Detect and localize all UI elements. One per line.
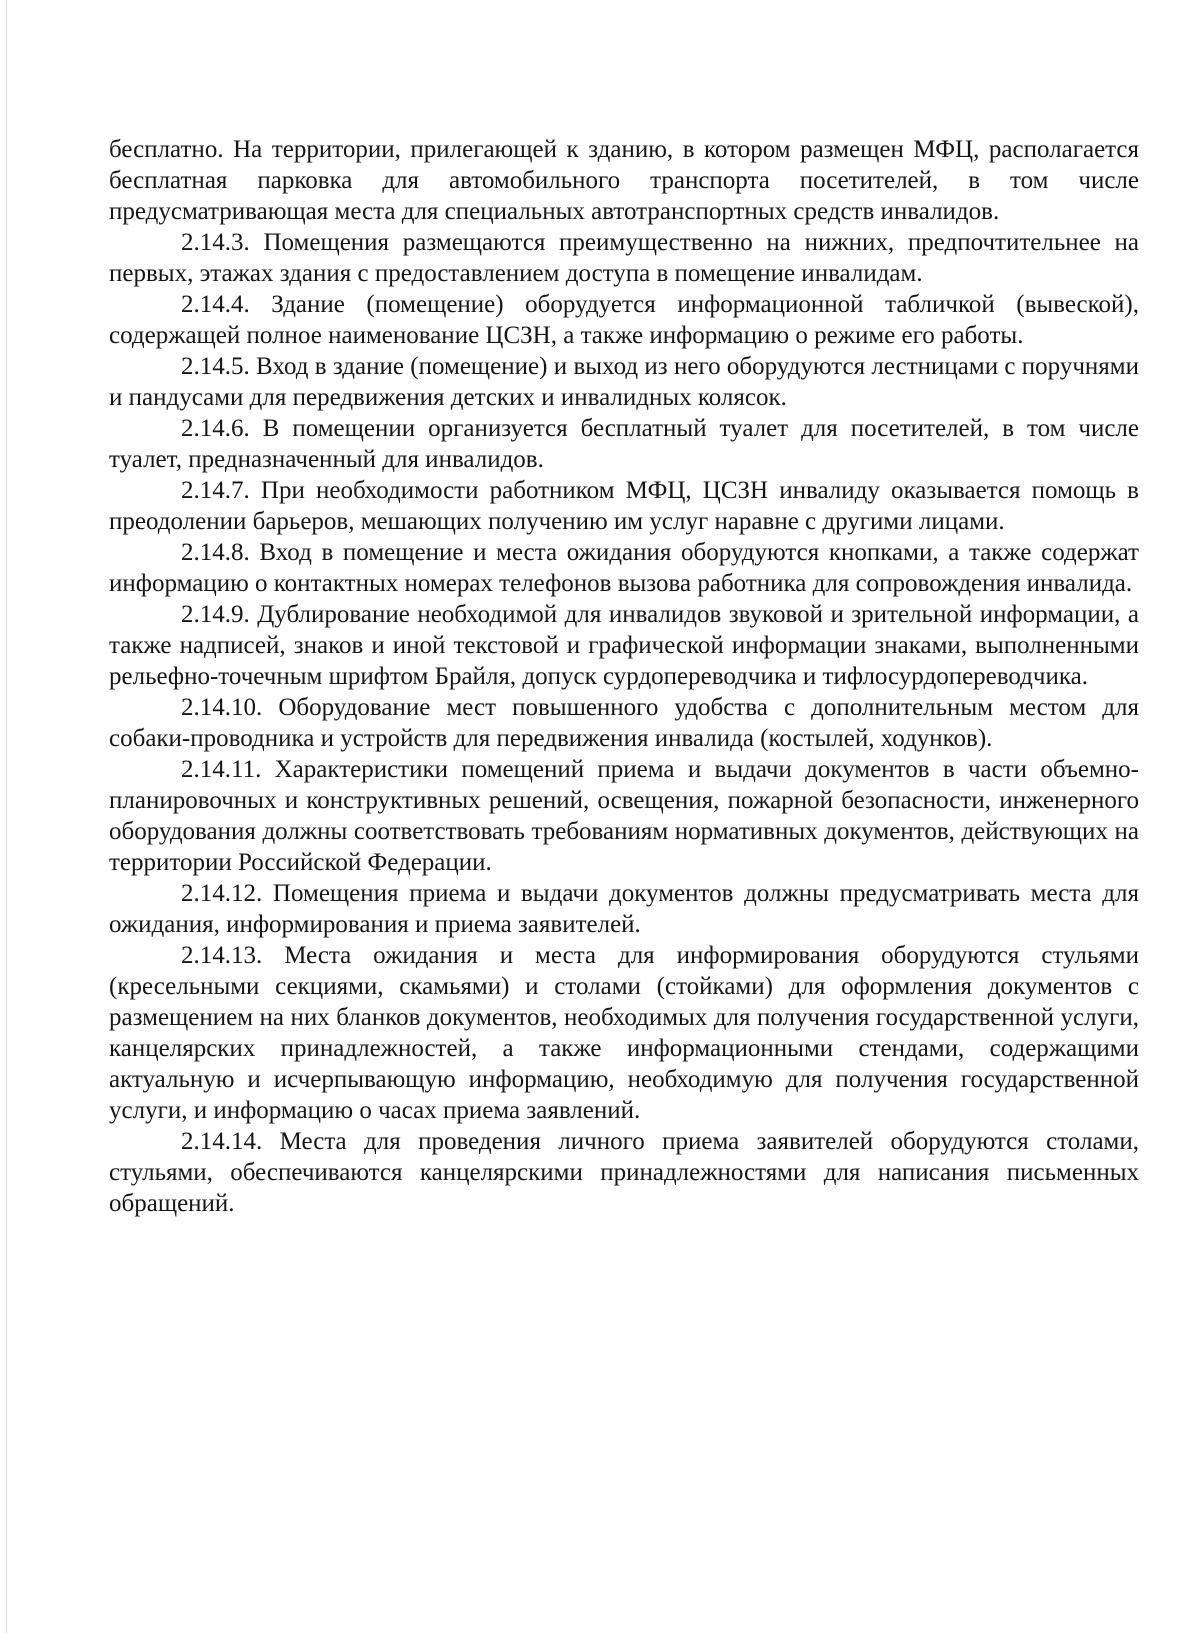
clause-2-14-14: 2.14.14. Места для проведения личного приема заявителей оборудуются столами, стульями, обеспечиваются канцелярскими принадлежностями для написания письменных обращений. [109,1128,1139,1217]
clause-2-14-5: 2.14.5. Вход в здание (помещение) и выход из него оборудуются лестницами с поручнями и пандусами для передвижения детских и инвалидных колясок. [109,353,1139,411]
clause-2-14-13: 2.14.13. Места ожидания и места для информирования оборудуются стульями (кресельными секциями, скамьями) и столами (стойками) для оформления документов с размещением на них бланков документов, необходимых для получения государственной услуги, канцелярских принадлежностей, а также информационными стендами, содержащими актуальную и исчерпывающую информацию, необходимую для получения государственной услуги, и информацию о часах приема заявлений. [109,942,1139,1124]
clause-2-14-10: 2.14.10. Оборудование мест повышенного удобства с дополнительным местом для собаки-проводника и устройств для передвижения инвалида (костылей, ходунков). [109,694,1139,752]
clause-2-14-3: 2.14.3. Помещения размещаются преимущественно на нижних, предпочтительнее на первых, этажах здания с предоставлением доступа в помещение инвалидам. [109,229,1139,287]
document-page [109,134,1139,1219]
clause-2-14-9: 2.14.9. Дублирование необходимой для инвалидов звуковой и зрительной информации, а также надписей, знаков и иной текстовой и графической информации знаками, выполненными рельефно-точечным шрифтом Брайля, допуск сурдопереводчика и тифлосурдопереводчика. [109,601,1139,690]
clause-2-14-11: 2.14.11. Характеристики помещений приема и выдачи документов в части объемно-планировочных и конструктивных решений, освещения, пожарной безопасности, инженерного оборудования должны соответствовать требованиям нормативных документов, действующих на территории Российской Федерации. [109,756,1139,876]
clause-2-14-12: 2.14.12. Помещения приема и выдачи документов должны предусматривать места для ожидания, информирования и приема заявителей. [109,880,1139,938]
clause-2-14-8: 2.14.8. Вход в помещение и места ожидания оборудуются кнопками, а также содержат информацию о контактных номерах телефонов вызова работника для сопровождения инвалида. [109,539,1139,597]
clause-2-14-7: 2.14.7. При необходимости работником МФЦ, ЦСЗН инвалиду оказывается помощь в преодолении барьеров, мешающих получению им услуг наравне с другими лицами. [109,477,1139,535]
scan-edge-line [6,0,7,1633]
clause-2-14-6: 2.14.6. В помещении организуется бесплатный туалет для посетителей, в том числе туалет, предназначенный для инвалидов. [109,415,1139,473]
paragraph-continuation: бесплатно. На территории, прилегающей к зданию, в котором размещен МФЦ, располагается бесплатная парковка для автомобильного транспорта посетителей, в том числе предусматривающая места для специальных автотранспортных средств инвалидов. [109,136,1139,225]
clause-2-14-4: 2.14.4. Здание (помещение) оборудуется информационной табличкой (вывеской), содержащей полное наименование ЦСЗН, а также информацию о режиме его работы. [109,291,1139,349]
